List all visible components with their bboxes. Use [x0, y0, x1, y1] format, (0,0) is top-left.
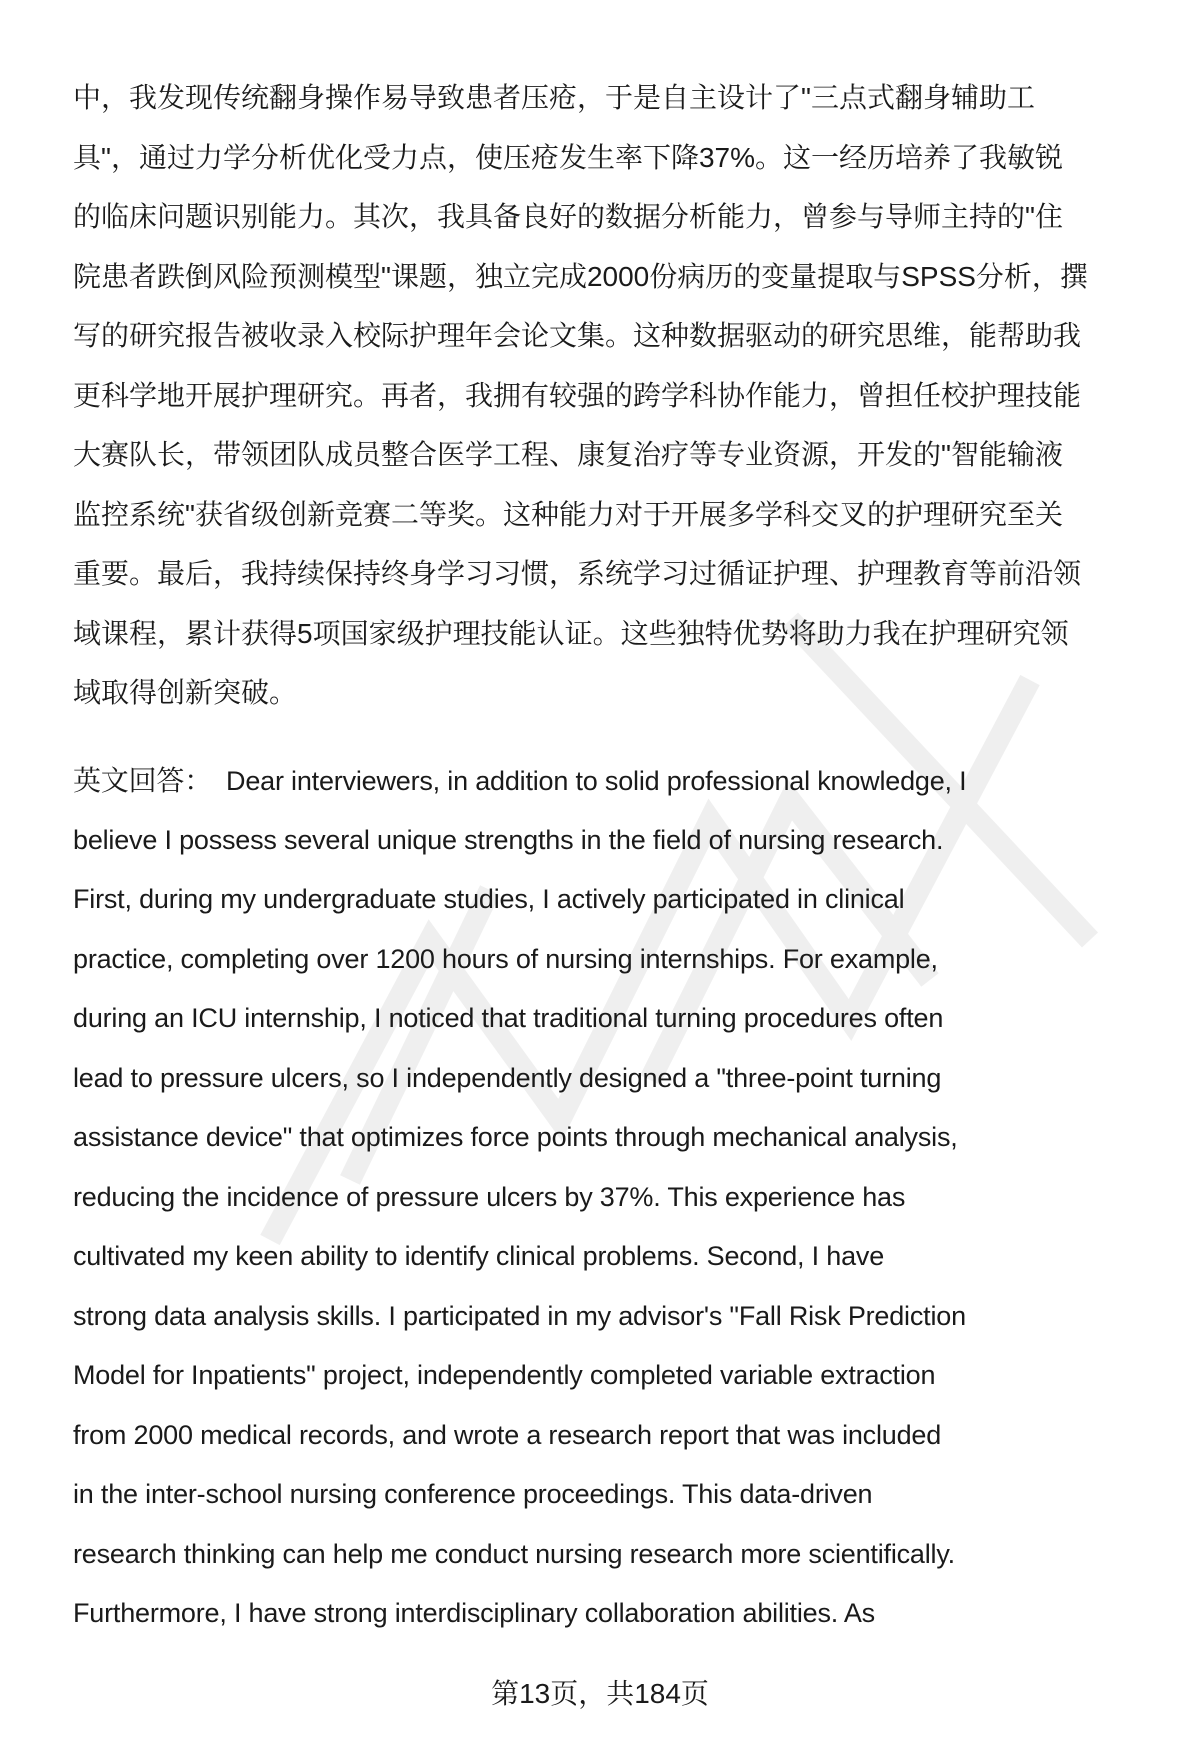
- text-line: in the inter-school nursing conference proceedings. This data-driven: [73, 1479, 873, 1509]
- text-line: during an ICU internship, I noticed that traditional turning procedures often: [73, 1003, 944, 1033]
- text-line: from 2000 medical records, and wrote a research report that was included: [73, 1419, 942, 1450]
- text-line: 中，我发现传统翻身操作易导致患者压疮，于是自主设计了"三点式翻身辅助工: [73, 82, 1035, 113]
- text-line: cultivated my keen ability to identify clinical problems. Second, I have: [73, 1241, 885, 1271]
- text-line: lead to pressure ulcers, so I independently designed a "three-point turning: [73, 1062, 942, 1093]
- text-line: research thinking can help me conduct nursing research more scientifically.: [73, 1538, 955, 1569]
- english-answer-label: 英文回答：: [73, 765, 213, 796]
- text-line: 的临床问题识别能力。其次，我具备良好的数据分析能力，曾参与导师主持的"住: [73, 201, 1063, 232]
- text-line: 更科学地开展护理研究。再者，我拥有较强的跨学科协作能力，曾担任校护理技能: [73, 379, 1082, 411]
- text-line: reducing the incidence of pressure ulcers by 37%. This experience has: [73, 1181, 906, 1212]
- text-line: 监控系统"获省级创新竞赛二等奖。这种能力对于开展多学科交叉的护理研究至关: [73, 498, 1063, 530]
- chinese-answer-paragraph: [73, 68, 1153, 723]
- text-line: believe I possess several unique strengths in the field of nursing research.: [73, 824, 944, 855]
- text-line: 院患者跌倒风险预测模型"课题，独立完成2000份病历的变量提取与SPSS分析，撰: [73, 260, 1088, 292]
- text-line: assistance device" that optimizes force points through mechanical analysis,: [73, 1122, 958, 1152]
- text-line: strong data analysis skills. I participated in my advisor's "Fall Risk Prediction: [73, 1300, 966, 1331]
- english-answer-paragraph: [73, 751, 1153, 1644]
- page-number-footer: 第13页，共184页: [491, 1678, 709, 1709]
- text-line: 具"，通过力学分析优化受力点，使压疮发生率下降37%。这一经历培养了我敏锐: [73, 141, 1063, 173]
- text-line-content: Dear interviewers, in addition to solid professional knowledge, I: [226, 766, 967, 796]
- text-line: 大赛队长，带领团队成员整合医学工程、康复治疗等专业资源，开发的"智能输液: [73, 439, 1063, 470]
- text-line: Model for Inpatients" project, independently completed variable extraction: [73, 1360, 936, 1390]
- text-line: 域取得创新突破。: [73, 677, 298, 708]
- text-line: 域课程，累计获得5项国家级护理技能认证。这些独特优势将助力我在护理研究领: [73, 617, 1069, 649]
- text-line: 重要。最后，我持续保持终身学习习惯，系统学习过循证护理、护理教育等前沿领: [73, 558, 1082, 589]
- text-line: First, during my undergraduate studies, I actively participated in clinical: [73, 884, 905, 914]
- text-line: Furthermore, I have strong interdisciplinary collaboration abilities. As: [73, 1598, 875, 1628]
- text-line: 写的研究报告被收录入校际护理年会论文集。这种数据驱动的研究思维，能帮助我: [73, 320, 1082, 351]
- text-line: [73, 751, 1153, 811]
- text-line: practice, completing over 1200 hours of nursing internships. For example,: [73, 943, 938, 974]
